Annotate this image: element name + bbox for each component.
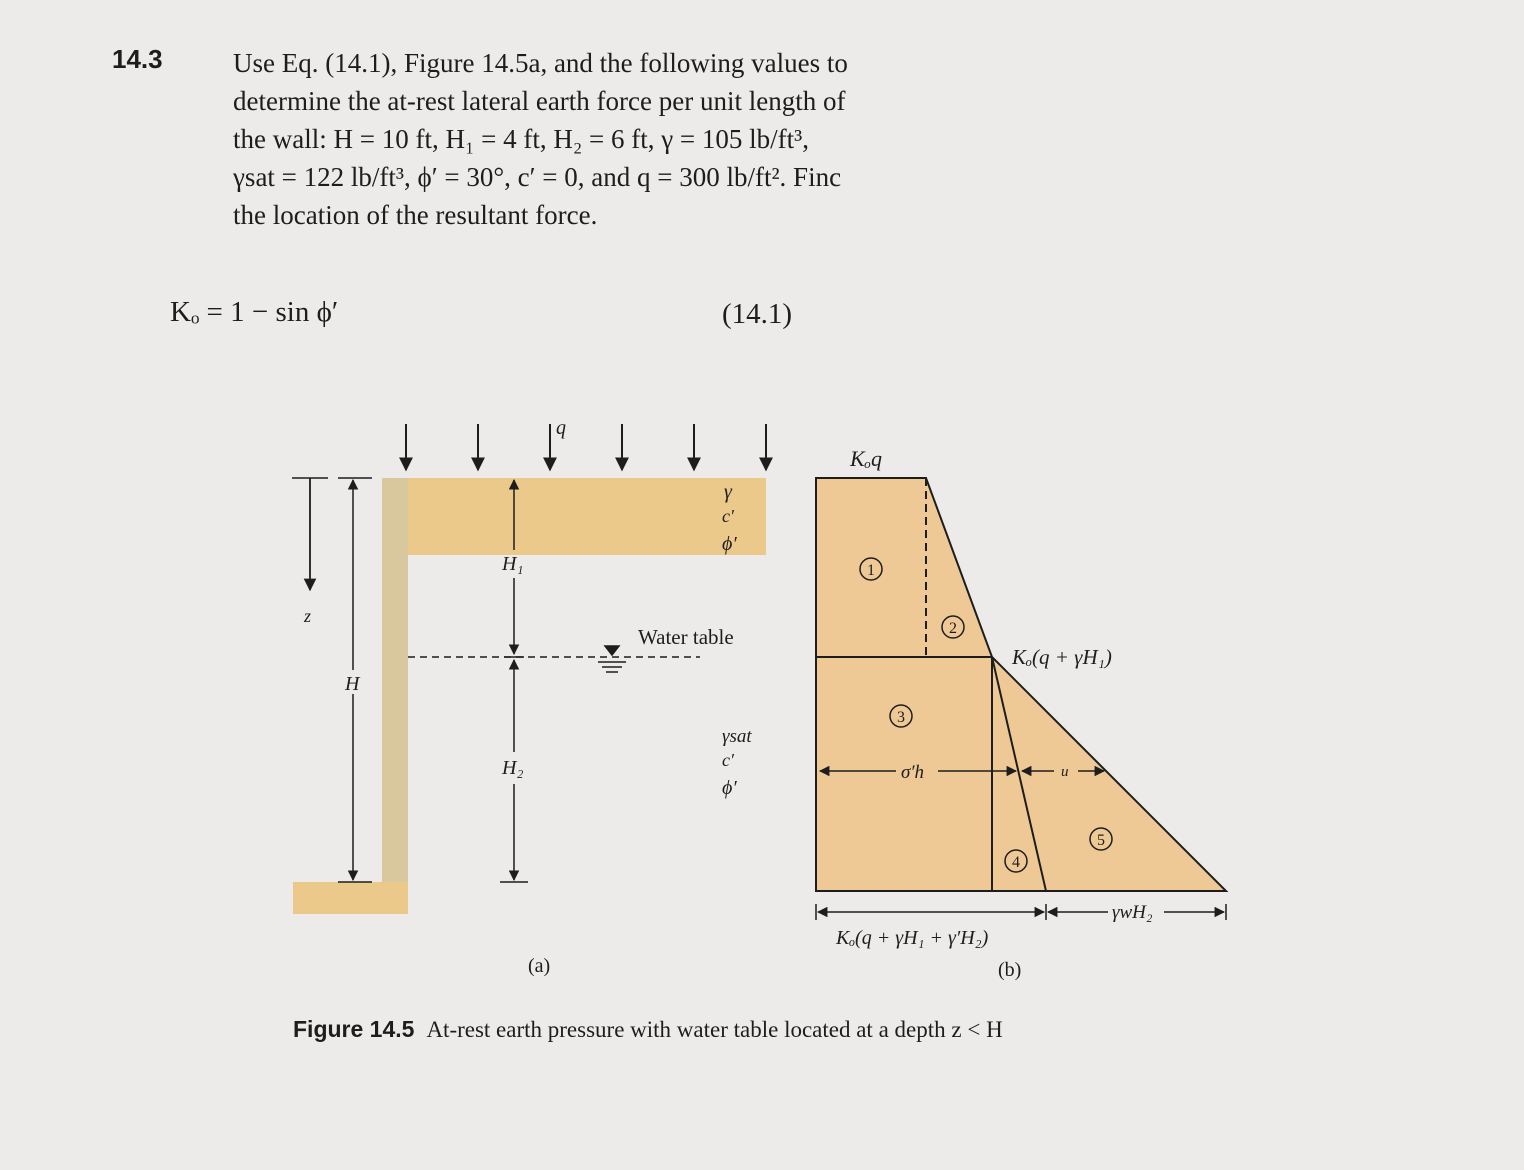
lower-friction-angle: ϕ′ <box>722 777 737 799</box>
svg-text:4: 4 <box>1012 854 1020 871</box>
wall-footing <box>293 882 408 914</box>
retained-soil <box>382 478 766 882</box>
problem-line: γsat = 122 lb/ft³, ϕ′ = 30°, c′ = 0, and q = 300 lb/ft². Finc <box>233 162 842 192</box>
mid-pressure-label: Kₒ(q + γH₁) <box>1012 645 1112 669</box>
h2-label: H₂ <box>502 757 524 779</box>
depth-label: z <box>304 606 312 626</box>
panel-b <box>816 446 1226 981</box>
svg-text:2: 2 <box>949 620 957 637</box>
figure-caption <box>293 1016 1003 1043</box>
equation-number: (14.1) <box>722 298 793 330</box>
panel-a-sublabel: (a) <box>528 955 551 977</box>
water-pressure-label: γwH₂ <box>1112 902 1153 923</box>
problem-line: the wall: H = 10 ft, H₁ = 4 ft, H₂ = 6 ft, γ = 105 lb/ft³, <box>233 124 809 154</box>
problem-number: 14.3 <box>112 44 163 74</box>
surcharge-label: q <box>556 417 566 439</box>
svg-text:3: 3 <box>897 709 905 726</box>
height-label: H <box>345 673 360 695</box>
panel-a <box>292 417 766 977</box>
caption-text: At-rest earth pressure with water table located at a depth z < H <box>426 1017 1003 1042</box>
water-table-symbol <box>598 646 626 672</box>
surcharge-arrows <box>406 424 766 470</box>
bottom-pressure-label: Kₒ(q + γH₁ + γ′H₂) <box>836 927 989 949</box>
upper-friction-angle: ϕ′ <box>722 533 737 555</box>
pore-pressure-label: u <box>1061 764 1069 780</box>
caption-label: Figure 14.5 <box>293 1016 415 1042</box>
equation: Kₒ = 1 − sin ϕ′ <box>170 296 339 328</box>
problem-line: determine the at-rest lateral earth force per unit length of <box>233 86 846 116</box>
upper-unit-weight: γ <box>724 481 732 503</box>
retaining-wall-stem <box>382 478 408 882</box>
upper-cohesion: c′ <box>722 506 734 526</box>
effective-stress-label: σ′h <box>901 762 925 783</box>
top-pressure-label: Kₒq <box>850 446 882 471</box>
pressure-diagram <box>816 478 1226 891</box>
lower-sat-unit-weight: γsat <box>722 726 752 747</box>
svg-text:1: 1 <box>867 562 875 579</box>
h1-label: H₁ <box>502 553 524 575</box>
problem-line: the location of the resultant force. <box>233 200 598 230</box>
water-table-label: Water table <box>638 625 734 649</box>
panel-b-sublabel: (b) <box>998 959 1022 981</box>
problem-line: Use Eq. (14.1), Figure 14.5a, and the following values to <box>233 48 848 78</box>
lower-cohesion: c′ <box>722 750 734 770</box>
svg-text:5: 5 <box>1097 832 1105 849</box>
